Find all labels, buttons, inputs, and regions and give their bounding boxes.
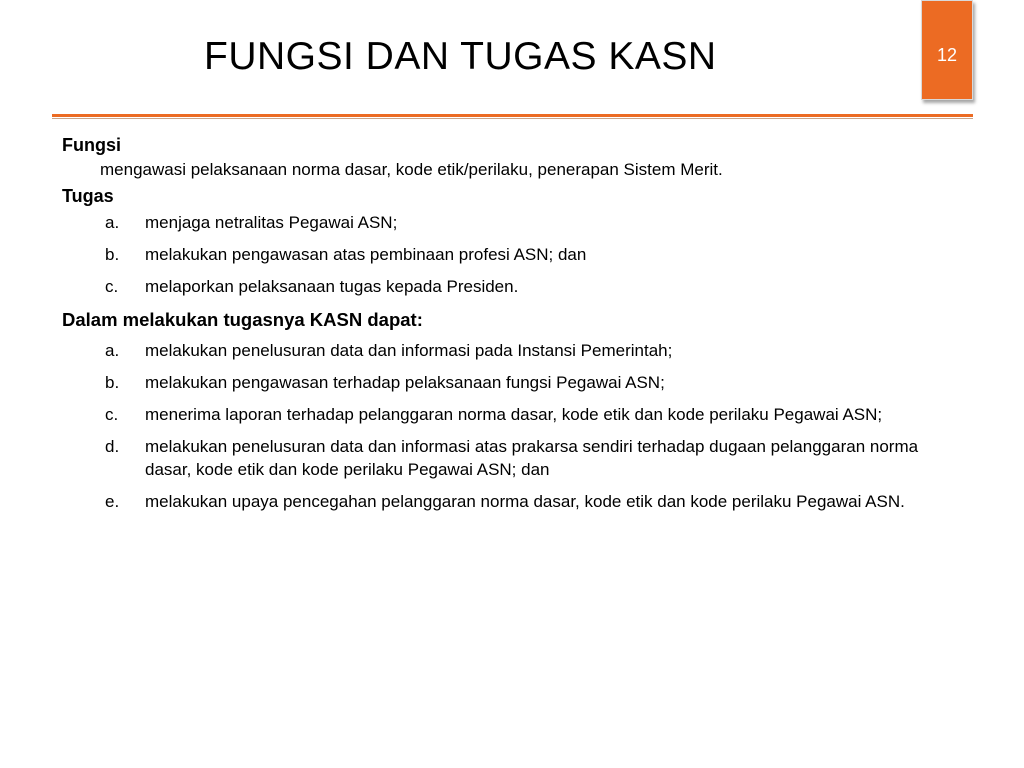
list-marker: c. [105, 405, 119, 425]
list-item [62, 436, 952, 480]
list-item [62, 404, 952, 426]
fungsi-heading: Fungsi [62, 135, 121, 155]
list-item-text: menjaga netralitas Pegawai ASN; [145, 212, 398, 232]
list-item [62, 340, 952, 362]
list-item [62, 212, 952, 234]
list-item [62, 372, 952, 394]
slide-content [62, 134, 952, 523]
list-item-text: melakukan pengawasan atas pembinaan profesi ASN; dan [145, 244, 587, 264]
list-item-text: melakukan penelusuran data dan informasi pada Instansi Pemerintah; [145, 341, 673, 361]
tugas-heading: Tugas [62, 186, 114, 207]
title-divider-shadow [52, 118, 973, 119]
list-item-text: melakukan upaya pencegahan pelanggaran norma dasar, kode etik dan kode perilaku Pegawai ASN. [145, 491, 905, 511]
title-divider [52, 114, 973, 117]
list-item [62, 276, 952, 298]
list-item-text: menerima laporan terhadap pelanggaran norma dasar, kode etik dan kode perilaku Pegawai ASN; [145, 405, 883, 425]
list-marker: b. [105, 373, 120, 393]
list-marker: e. [105, 491, 120, 511]
list-item [62, 491, 952, 513]
list-item-text: melaporkan pelaksanaan tugas kepada Presiden. [145, 277, 519, 297]
list-item-text: melakukan pengawasan terhadap pelaksanaan fungsi Pegawai ASN; [145, 373, 665, 393]
page-number-badge [921, 0, 973, 100]
list-item-text: melakukan penelusuran data dan informasi atas prakarsa sendiri terhadap dugaan pelanggaran norma dasar, kode etik dan kode perilaku Pegawai ASN; dan [145, 437, 919, 479]
fungsi-text: mengawasi pelaksanaan norma dasar, kode etik/perilaku, penerapan Sistem Merit. [100, 160, 723, 180]
page-number: 12 [936, 45, 958, 65]
list-marker: b. [105, 244, 120, 264]
list-marker: a. [105, 341, 120, 361]
list-marker: d. [105, 437, 120, 457]
dapat-heading: Dalam melakukan tugasnya KASN dapat: [62, 309, 423, 331]
list-marker: c. [105, 277, 119, 297]
list-item [62, 244, 952, 266]
list-marker: a. [105, 212, 120, 232]
dapat-list [62, 340, 952, 513]
slide-title: FUNGSI DAN TUGAS KASN [204, 35, 717, 78]
tugas-list [62, 212, 952, 298]
